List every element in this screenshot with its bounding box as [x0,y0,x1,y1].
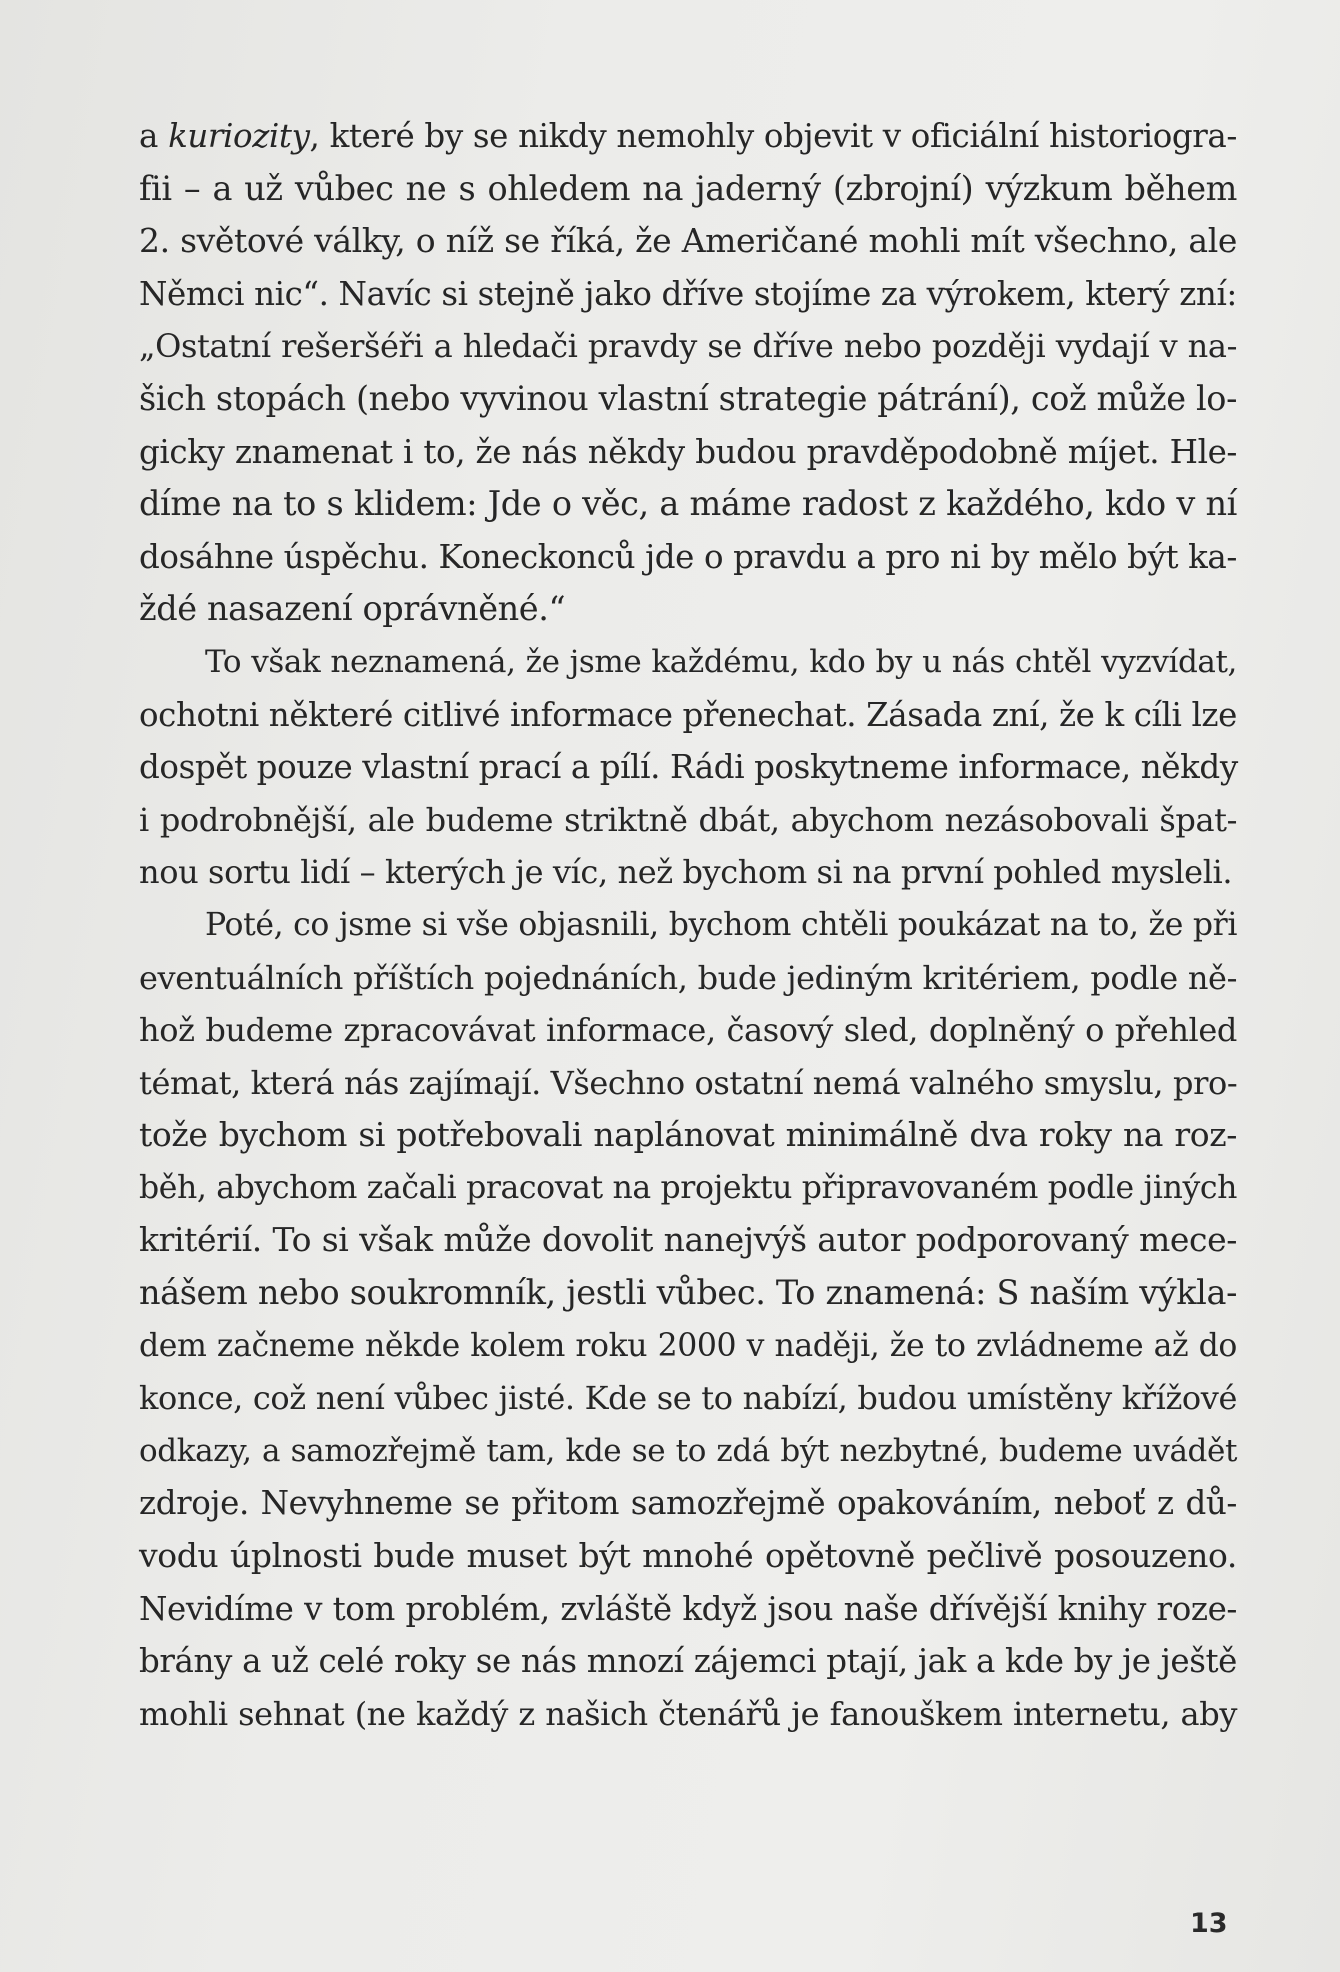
paragraph-first-line: To však neznamená, že jsme každému, kdo by u nás chtěl vyzvídat, [205,643,1237,680]
text-line: 2. světové války, o níž se říká, že Američané mohli mít všechno, ale [139,221,1237,261]
italic-emphasis: kuriozity [168,117,310,155]
page-number: 13 [1190,1908,1228,1939]
text-line: témat, která nás zajímají. Všechno ostatní nemá valného smyslu, pro- [139,1063,1238,1102]
text-line: eventuálních příštích pojednáních, bude jediným kritériem, podle ně- [139,958,1237,997]
text-line: šich stopách (nebo vyvinou vlastní strategie pátrání), což může lo- [139,378,1237,418]
text-line: hož budeme zpracovávat informace, časový sled, doplněný o přehled [139,1011,1237,1050]
text-line: brány a už celé roky se nás mnozí zájemci ptají, jak a kde by je ještě [139,1642,1237,1681]
text-line: odkazy, a samozřejmě tam, kde se to zdá být nezbytné, budeme uvádět [139,1432,1237,1469]
text-line: konce, což není vůbec jisté. Kde se to nabízí, budou umístěny křížové [139,1379,1237,1418]
text-line: kritérií. To si však může dovolit nanejvýš autor podporovaný mece- [139,1220,1237,1260]
text-line: zdroje. Nevyhneme se přitom samozřejmě opakováním, neboť z dů- [139,1484,1237,1523]
text-line: nášem nebo soukromník, jestli vůbec. To znamená: S naším výkla- [139,1273,1237,1313]
text-line: Nevidíme v tom problém, zvláště když jsou naše dřívější knihy roze- [139,1589,1237,1628]
text-line: Němci nic“. Navíc si stejně jako dříve stojíme za výrokem, který zní: [139,274,1237,313]
text-line: dospět pouze vlastní prací a pílí. Rádi poskytneme informace, někdy [139,748,1238,787]
text-line: i podrobnější, ale budeme striktně dbát, abychom nezásobovali špat- [139,800,1237,839]
paragraph-first-line: Poté, co jsme si vše objasnili, bychom chtěli poukázat na to, že při [205,906,1237,943]
text-line: díme na to s klidem: Jde o věc, a máme radost z každého, kdo v ní [139,484,1237,524]
text-line: vodu úplnosti bude muset být mnohé opětovně pečlivě posouzeno. [139,1536,1237,1576]
body-text [139,110,1237,1740]
text-line: ždé nasazení oprávněné.“ [139,589,566,629]
text-line: dem začneme někde kolem roku 2000 v naději, že to zvládneme až do [139,1327,1237,1364]
text-line: fii – a už vůbec ne s ohledem na jaderný (zbrojní) výzkum během [139,168,1237,208]
text-line: tože bychom si potřebovali naplánovat minimálně dva roky na roz- [139,1115,1237,1155]
text-line: a kuriozity, které by se nikdy nemohly objevit v oficiální historiogra- [139,117,1237,155]
text-line: mohli sehnat (ne každý z našich čtenářů je fanouškem internetu, aby [139,1694,1237,1733]
text-line: gicky znamenat i to, že nás někdy budou pravděpodobně míjet. Hle- [139,432,1237,471]
text-line: dosáhne úspěchu. Koneckonců jde o pravdu a pro ni by mělo být ka- [139,537,1237,576]
text-line: „Ostatní rešeršéři a hledači pravdy se dříve nebo později vydají v na- [139,327,1237,366]
text-line: nou sortu lidí – kterých je víc, než bychom si na první pohled mysleli. [139,853,1233,892]
text-line: ochotni některé citlivé informace přenechat. Zásada zní, že k cíli lze [139,695,1237,734]
text-line: běh, abychom začali pracovat na projektu připravovaném podle jiných [139,1169,1237,1206]
